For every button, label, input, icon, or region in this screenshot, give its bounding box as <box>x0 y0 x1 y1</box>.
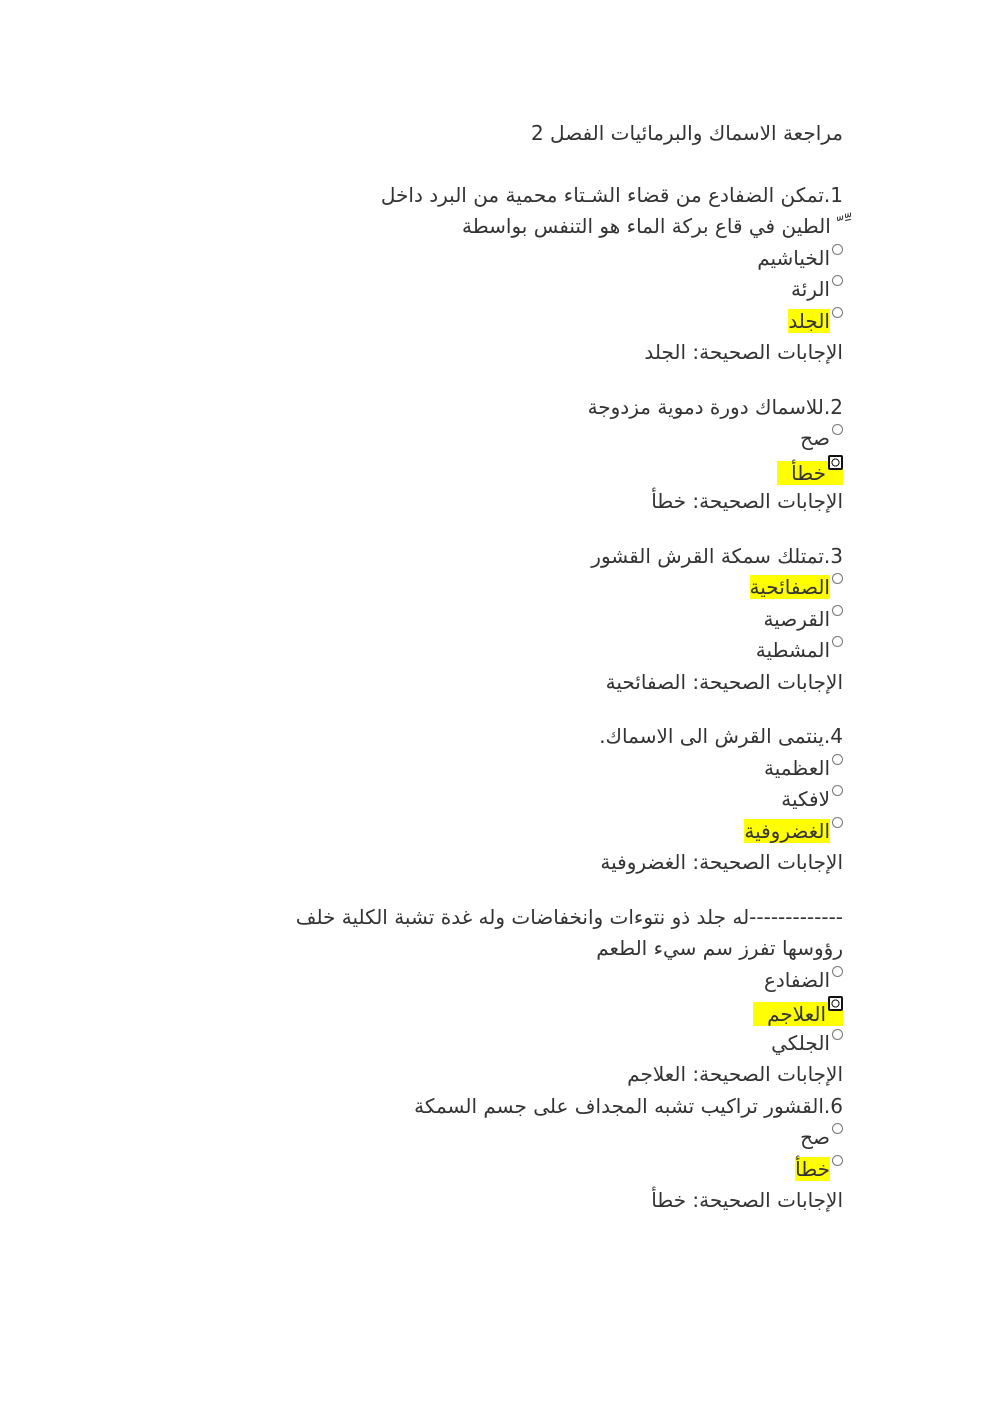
option-highlight <box>777 461 843 485</box>
option-label: الجلكي <box>771 1030 830 1055</box>
option-row[interactable] <box>150 816 843 848</box>
radio-icon[interactable] <box>832 275 843 286</box>
option-row[interactable] <box>150 753 843 785</box>
option-row[interactable] <box>150 306 843 338</box>
option-row[interactable] <box>150 243 843 275</box>
correct-answer: الإجابات الصحيحة: الجلد <box>644 340 843 364</box>
option-label: الضفادع <box>763 967 830 992</box>
option-row[interactable] <box>150 274 843 306</box>
radio-icon[interactable] <box>832 307 843 318</box>
option-row[interactable] <box>150 1122 843 1154</box>
question-2 <box>150 392 843 518</box>
radio-icon[interactable] <box>832 636 843 647</box>
radio-icon[interactable] <box>832 605 843 616</box>
option-row[interactable] <box>150 604 843 636</box>
option-label: صح <box>800 426 830 450</box>
option-row[interactable] <box>150 1154 843 1186</box>
option-label: صح <box>800 1125 830 1149</box>
question-6 <box>150 1091 843 1217</box>
correct-answer: الإجابات الصحيحة: العلاجم <box>627 1062 843 1086</box>
radio-icon[interactable] <box>832 424 843 435</box>
option-row[interactable] <box>150 996 843 1028</box>
question-1 <box>150 180 843 369</box>
question-text: 1.تمكن الضفادع من قضاء الشـتاء محمية من البرد داخل <box>380 182 843 207</box>
option-label-highlighted: خطأ <box>795 1156 830 1181</box>
radio-icon[interactable] <box>832 817 843 828</box>
option-highlight <box>753 1002 843 1026</box>
radio-icon[interactable] <box>832 1029 843 1040</box>
radio-icon[interactable] <box>832 754 843 765</box>
correct-answer: الإجابات الصحيحة: خطأ <box>651 489 843 513</box>
option-row[interactable] <box>150 635 843 667</box>
radio-checked-icon[interactable] <box>828 455 843 470</box>
option-label: لافكية <box>781 787 830 811</box>
option-label: الخياشيم <box>757 245 830 270</box>
radio-icon[interactable] <box>832 573 843 584</box>
question-text: 6.القشور تراكيب تشبه المجداف على جسم السمكة <box>414 1093 843 1118</box>
radio-icon[interactable] <box>832 1123 843 1134</box>
option-label: العظمية <box>763 755 830 780</box>
option-label-highlighted: الجلد <box>788 308 830 333</box>
question-text: 2.للاسماك دورة دموية مزدوجة <box>587 394 843 419</box>
option-label-highlighted: العلاجم <box>767 1002 826 1026</box>
option-label-highlighted: الصفائحية <box>749 575 830 599</box>
radio-icon[interactable] <box>832 1155 843 1166</box>
question-text: 3.تمتلك سمكة القرش القشور <box>591 543 843 568</box>
question-text-continued: رؤوسها تفرز سم سيء الطعم <box>596 936 843 960</box>
question-text: -------------له جلد ذو نتوءات وانخفاضات وله غدة تشبة الكلية خلف <box>295 904 843 929</box>
option-label: القرصية <box>763 606 830 631</box>
radio-icon[interactable] <box>832 244 843 255</box>
radio-icon[interactable] <box>832 785 843 796</box>
option-row[interactable] <box>150 1028 843 1060</box>
option-row[interactable] <box>150 455 843 487</box>
radio-icon[interactable] <box>832 966 843 977</box>
page-title: مراجعة الاسماك والبرمائيات الفصل 2 <box>530 121 843 145</box>
correct-answer: الإجابات الصحيحة: الغضروفية <box>600 850 843 874</box>
option-row[interactable] <box>150 965 843 997</box>
option-label-highlighted: خطأ <box>791 460 826 485</box>
correct-answer: الإجابات الصحيحة: الصفائحية <box>605 669 843 694</box>
radio-checked-icon[interactable] <box>828 996 843 1011</box>
option-row[interactable] <box>150 423 843 455</box>
correct-answer: الإجابات الصحيحة: خطأ <box>651 1188 843 1212</box>
question-text: 4.ينتمى القرش الى الاسماك. <box>599 724 843 748</box>
question-4 <box>150 721 843 879</box>
option-row[interactable] <box>150 784 843 816</box>
option-label: الرئة <box>791 277 830 301</box>
option-label-highlighted: الغضروفية <box>744 818 830 843</box>
document-body <box>150 118 843 1217</box>
question-text-continued: ِّ ّ الطين في قاع بركة الماء هو التنفس بواسطة <box>462 214 843 238</box>
question-3 <box>150 541 843 699</box>
option-label: المشطية <box>755 638 830 662</box>
option-row[interactable] <box>150 572 843 604</box>
question-5 <box>150 902 843 1091</box>
